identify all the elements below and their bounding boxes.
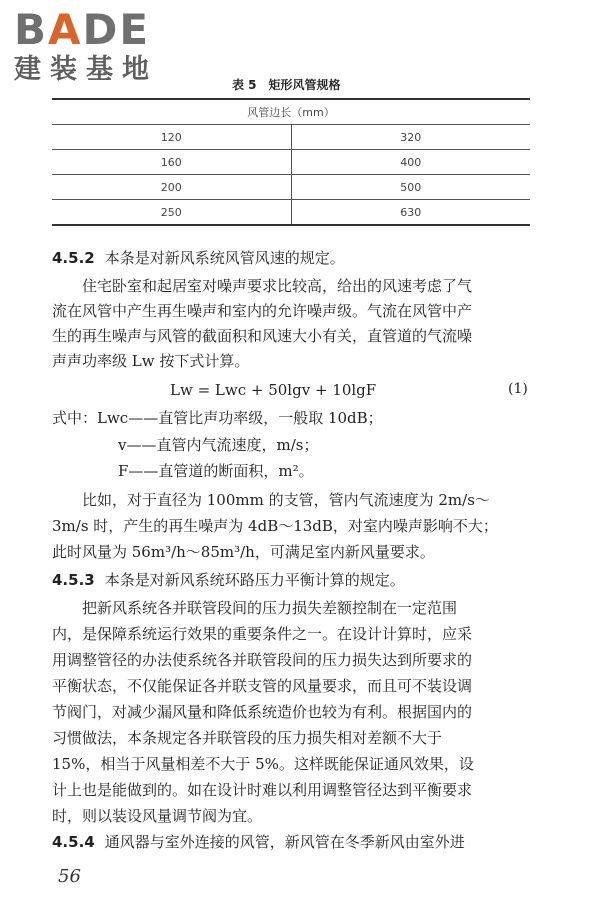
- formula: Lw = Lwc + 50lgv + 10lgF: [170, 381, 377, 399]
- duct-size-table: [52, 98, 530, 226]
- paragraph-line: 时，则以装设风量调节阀为宜。: [52, 807, 263, 825]
- paragraph-line: 平衡状态，不仅能保证各并联支管的风量要求，而且可不装设调: [52, 677, 473, 695]
- table-cell: 400: [291, 150, 530, 175]
- table-row: [52, 125, 530, 150]
- table-cell: 500: [291, 175, 530, 200]
- table-row: [52, 150, 530, 175]
- paragraph-line: 此时风量为 56m³/h～85m³/h，可满足室内新风量要求。: [52, 543, 435, 561]
- definition-line: v——直管内气流速度，m/s；: [118, 436, 319, 454]
- paragraph-line: 流在风管中产生再生噪声和室内的允许噪声级。气流在风管中产: [52, 302, 473, 320]
- paragraph-line: 把新风系统各并联管段间的压力损失差额控制在一定范围: [82, 599, 458, 617]
- paragraph-line: 用调整管径的办法使系统各并联管段间的压力损失达到所要求的: [52, 651, 473, 669]
- table-cell: 120: [52, 125, 291, 150]
- logo-chinese-name: 建装基地: [14, 54, 158, 85]
- table-caption: [232, 76, 341, 93]
- definition-line: 式中：Lwc——直管比声功率级，一般取 10dB；: [52, 409, 383, 427]
- table-caption-number: 表 5: [232, 78, 257, 92]
- table-cell: 200: [52, 175, 291, 200]
- paragraph-line: 习惯做法，本条规定各并联管段的压力损失相对差额不大于: [52, 729, 443, 747]
- section-heading-4-5-4: 4.5.4 通风器与室外连接的风管，新风管在冬季新风由室外进: [52, 833, 465, 851]
- table-header: 风管边长（mm）: [52, 99, 530, 125]
- definition-line: F——直管道的断面积，m²。: [118, 462, 314, 480]
- brand-logo: [14, 5, 204, 86]
- table-row: [52, 175, 530, 200]
- logo-wordmark: BADE: [14, 5, 151, 54]
- paragraph-line: 3m/s 时，产生的再生噪声为 4dB～13dB，对室内噪声影响不大；: [52, 517, 498, 535]
- page-number: 56: [58, 866, 81, 887]
- table-row: [52, 200, 530, 226]
- formula-number: (1): [508, 381, 528, 397]
- table-cell: 160: [52, 150, 291, 175]
- paragraph-line: 住宅卧室和起居室对噪声要求比较高，给出的风速考虑了气: [82, 277, 473, 295]
- section-heading-4-5-3: 4.5.3 本条是对新风系统环路压力平衡计算的规定。: [52, 571, 405, 589]
- paragraph-line: 内，是保障系统运行效果的重要条件之一。在设计计算时，应采: [52, 625, 473, 643]
- table-cell: 250: [52, 200, 291, 226]
- paragraph-line: 声声功率级 Lw 按下式计算。: [52, 352, 250, 370]
- paragraph-line: 节阀门，对减少漏风量和降低系统造价也较为有利。根据国内的: [52, 703, 473, 721]
- paragraph-line: 15%，相当于风量相差不大于 5%。这样既能保证通风效果，设: [52, 755, 474, 773]
- paragraph-line: 生的再生噪声与风管的截面积和风速大小有关，直管道的气流噪: [52, 327, 473, 345]
- section-heading-4-5-2: 4.5.2 本条是对新风系统风管风速的规定。: [52, 249, 345, 267]
- table-cell: 320: [291, 125, 530, 150]
- paragraph-line: 计上也是能做到的。如在设计时难以利用调整管径达到平衡要求: [52, 781, 473, 799]
- paragraph-line: 比如，对于直径为 100mm 的支管，管内气流速度为 2m/s～: [82, 491, 490, 509]
- table-caption-title: 矩形风管规格: [268, 78, 341, 92]
- table-cell: 630: [291, 200, 530, 226]
